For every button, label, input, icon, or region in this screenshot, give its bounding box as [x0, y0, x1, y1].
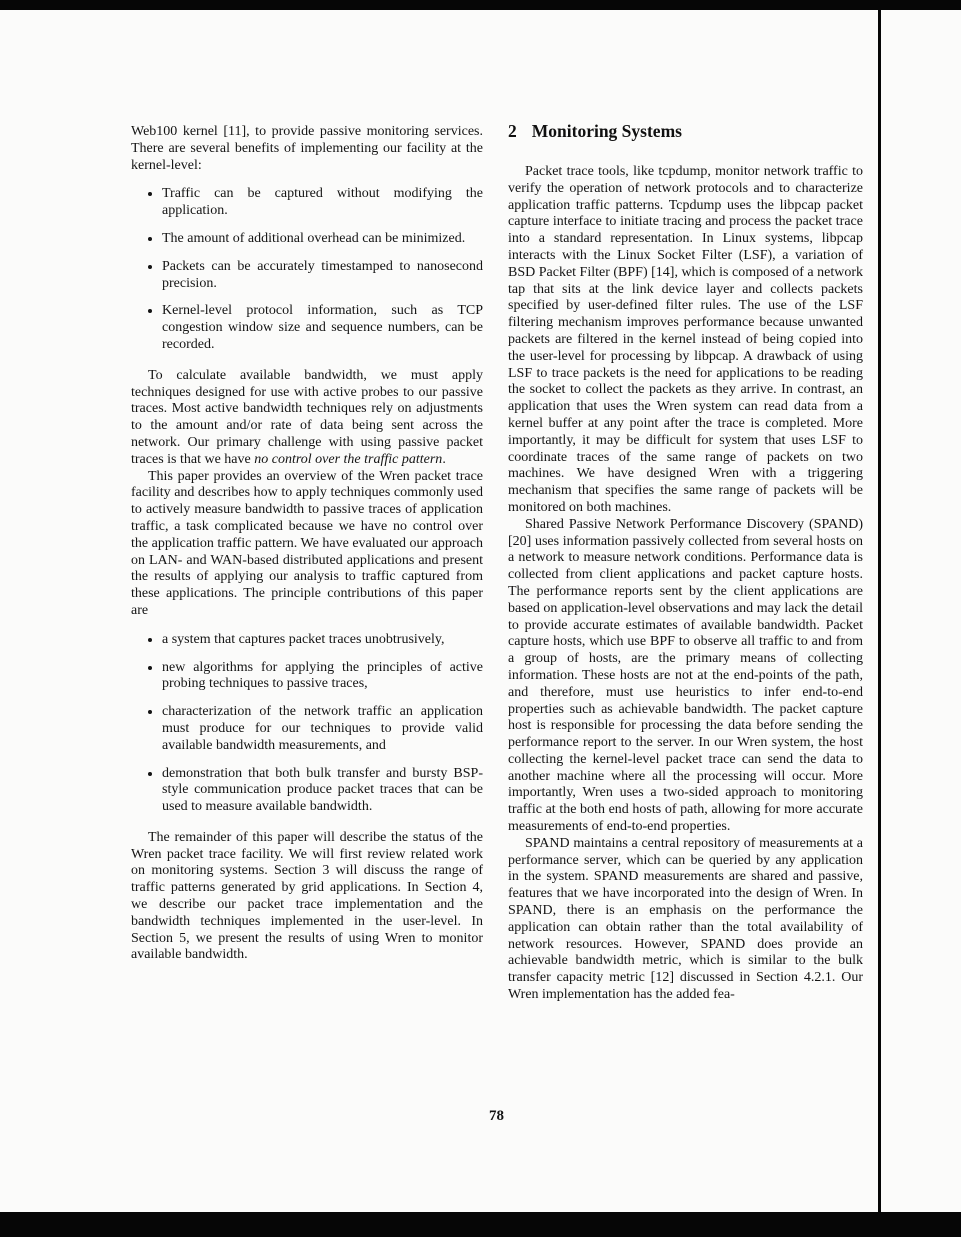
- paragraph-text: To calculate available bandwidth, we must apply techniques designed for use with active probes to our passive traces. Most active bandwidth techniques rely on adjustments to the amount and/or rate of data being sent across the network. Our primary challenge with using passive packet traces is that we have: [131, 367, 483, 467]
- scan-artifact-right-line: [878, 6, 881, 1214]
- paragraph-intro: Web100 kernel [11], to provide passive monitoring services. There are several benefits of implementing our facility at the kernel-level:: [131, 124, 483, 173]
- list-item: • demonstration that both bulk transfer and bursty BSP-style communication produce packet traces that can be used to measure available bandwidth.: [162, 766, 483, 816]
- page-number: 78: [489, 1108, 504, 1124]
- list-item: • new algorithms for applying the principles of active probing techniques to passive traces,: [162, 660, 483, 694]
- section-title: Monitoring Systems: [531, 121, 682, 141]
- section-heading: [508, 121, 863, 142]
- paragraph: Shared Passive Network Performance Discovery (SPAND) [20] uses information passively collected from several hosts on a network to measure network conditions. Performance data is collected from client applications and packet capture hosts. The performance reports sent by the client applications are based on application-level observations and may lack the detail to provide accurate estimates of available bandwidth. Packet capture hosts, which use BPF to observe all traffic to and from a group of hosts, are the primary means of collecting information. These hosts are not at the end-points of the path, and therefore, must use heuristics to infer end-to-end properties such as achievable bandwidth. The packet capture host is responsible for processing the data before sending the performance report to the server. In our Wren system, the host collecting the kernel-level packet trace can send the data to another machine where all the processing will occur. More importantly, Wren uses a two-sided approach to monitoring traffic at the both end hosts of path, allowing for more accurate measurements of end-to-end properties.: [508, 516, 863, 835]
- paragraph: This paper provides an overview of the Wren packet trace facility and describes how to apply techniques commonly used to actively measure bandwidth to passive traces of application traffic, a task complicated because we have no control over the application traffic pattern. We have evaluated our approach on LAN- and WAN-based distributed applications and present the results of applying our analysis to traffic captured from these applications. The principle contributions of this paper are: [131, 468, 483, 618]
- left-column: [131, 124, 483, 964]
- list-item: • a system that captures packet traces unobtrusively,: [162, 632, 483, 649]
- list-item: • Traffic can be captured without modifying the application.: [162, 186, 483, 220]
- right-column: [508, 121, 863, 1004]
- section-number: 2: [508, 121, 517, 141]
- paragraph: SPAND maintains a central repository of measurements at a performance server, which can be queried by any application in the system. SPAND measurements are shared and passive, features that we have incorporated into the design of Wren. In SPAND, there is an emphasis on the performance the application can obtain rather than the total availability of network resources. However, SPAND does provide an achievable bandwidth metric, which is similar to the bulk transfer capacity metric [12] discussed in Section 4.2.1. Our Wren implementation has the added fea-: [508, 835, 863, 1003]
- list-item: • characterization of the network traffic an application must produce for our techniques to provide valid available bandwidth measurements, and: [162, 704, 483, 754]
- paragraph: The remainder of this paper will describe the status of the Wren packet trace facility. We will first review related work on monitoring systems. Section 3 will discuss the range of traffic patterns generated by grid applications. In Section 4, we describe our packet trace implementation and the bandwidth techniques implemented in the user-level. In Section 5, we present the results of using Wren to monitor available bandwidth.: [131, 829, 483, 963]
- scan-artifact-top-bar: [0, 0, 961, 10]
- list-item: • The amount of additional overhead can be minimized.: [162, 231, 483, 248]
- benefits-list: [131, 186, 483, 353]
- list-item: • Packets can be accurately timestamped to nanosecond precision.: [162, 259, 483, 293]
- paragraph: [131, 368, 483, 469]
- contributions-list: [131, 632, 483, 816]
- scan-artifact-bottom-bar: [0, 1212, 961, 1237]
- paragraph-text: .: [442, 451, 446, 467]
- list-item: • Kernel-level protocol information, such as TCP congestion window size and sequence numbers, can be recorded.: [162, 303, 483, 353]
- italic-phrase: no control over the traffic pattern: [254, 451, 443, 467]
- paragraph: Packet trace tools, like tcpdump, monitor network traffic to verify the operation of network protocols and to characterize application traffic patterns. Tcpdump uses the libpcap packet capture interface to initiate tracing and process the packet trace into a standard representation. In Linux systems, libpcap interacts with the Linux Socket Filter (LSF), a variation of BSD Packet Filter (BPF) [14], which is composed of a network tap that sits at the link device layer and collects packets specified by user-defined filter rules. The use of the LSF filtering mechanism improves performance because unwanted packets are filtered in the kernel instead of being copied into the user-level for processing by libpcap. A drawback of using LSF to trace packets is the need for applications to be reading the socket to collect the packets as they arrive. In contrast, an application that uses the Wren system can read data from a kernel buffer at any point after the trace is completed. More importantly, it may be difficult for system that uses LSF to coordinate traces of the same range of packets on two machines. We have designed Wren with a triggering mechanism that specifies the same range of packets will be monitored on both machines.: [508, 164, 864, 515]
